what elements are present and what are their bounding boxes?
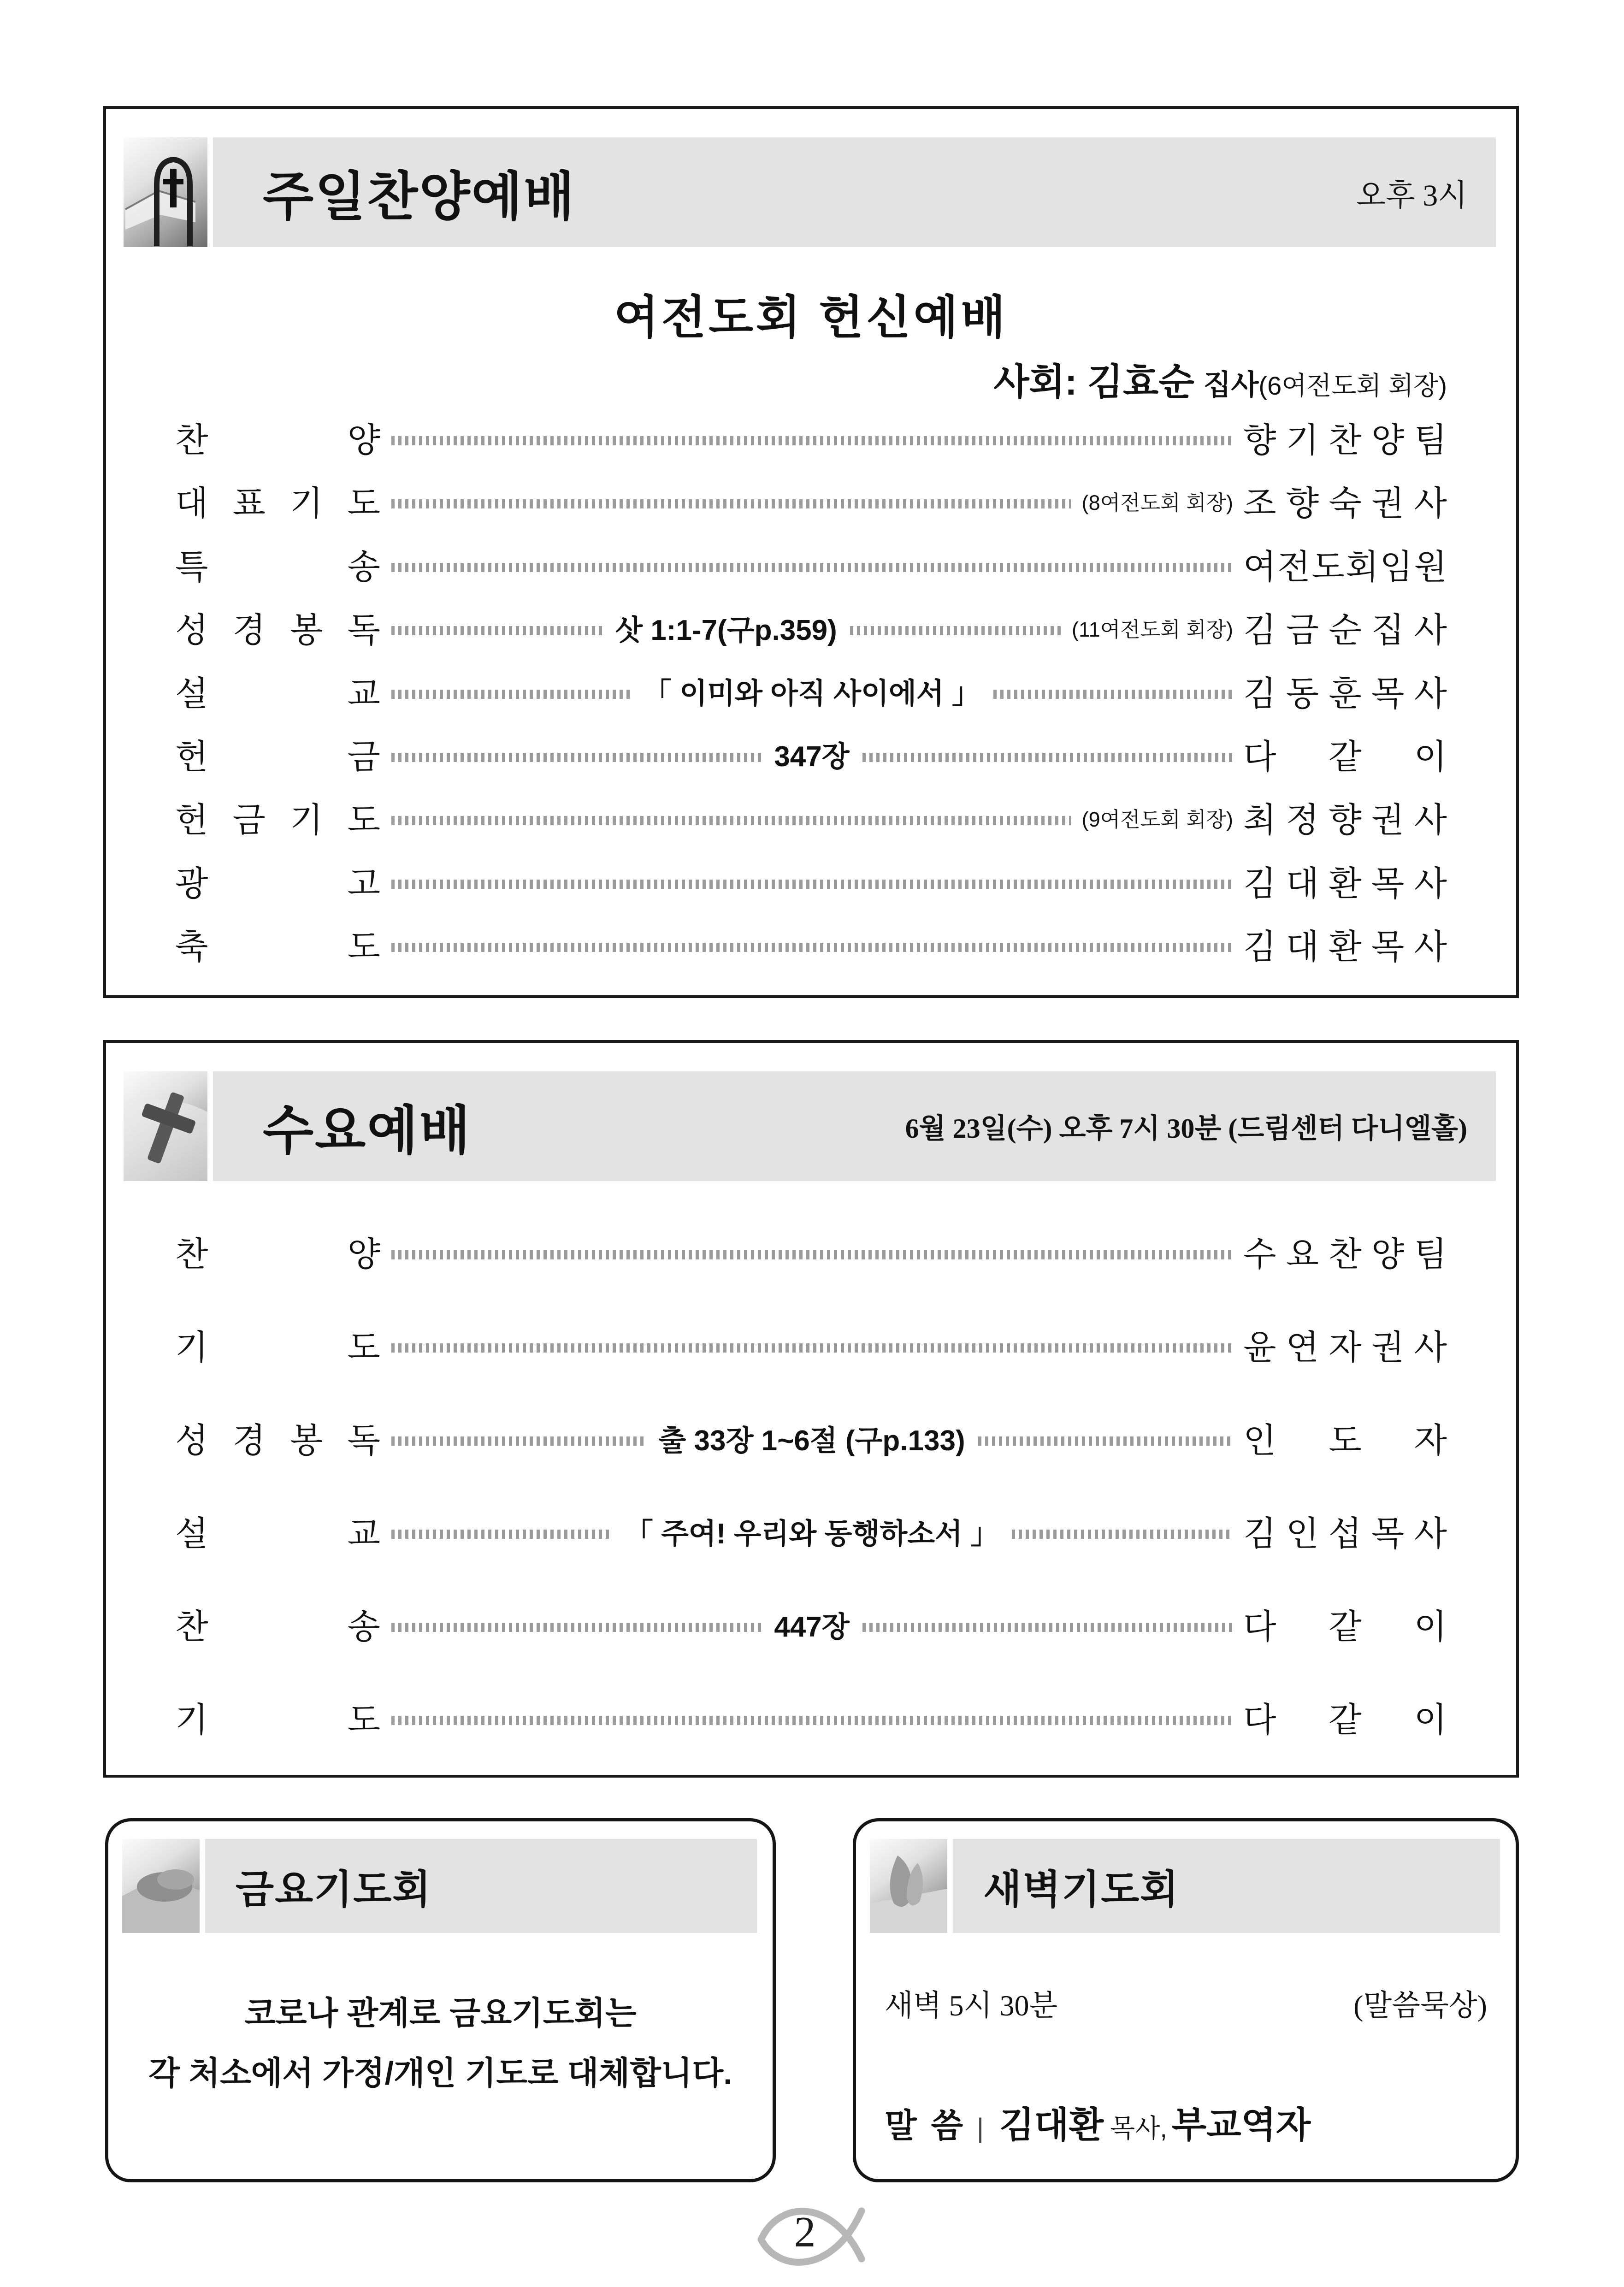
hands-illustration xyxy=(122,1839,200,1933)
sunday-praise-worship-section xyxy=(103,106,1519,998)
dotted-leader xyxy=(862,1623,1232,1632)
wednesday-service-datetime: 6월 23일(수) 오후 7시 30분 (드림센터 다니엘홀) xyxy=(905,1113,1467,1144)
page-footer xyxy=(755,2195,870,2274)
praying-hands-photo xyxy=(870,1839,947,1933)
dotted-leader xyxy=(391,626,602,635)
dotted-leader xyxy=(391,753,761,762)
service-row xyxy=(175,1320,1447,1369)
dawn-prayer-meeting-card xyxy=(853,1818,1519,2182)
moderator-note: (6여전도회 회장) xyxy=(1258,371,1447,400)
row-person-name: 김 금 순 집 사 xyxy=(1243,611,1447,650)
row-person-name: 윤 연 자 권 사 xyxy=(1243,1328,1447,1366)
row-role-note: (9여전도회 회장) xyxy=(1081,807,1233,831)
friday-header-band xyxy=(205,1839,757,1933)
service-row xyxy=(175,1413,1447,1462)
praying-hands-illustration xyxy=(870,1839,947,1933)
page-number: 2 xyxy=(794,2208,816,2256)
service-row xyxy=(175,476,1447,525)
cross-illustration xyxy=(124,1071,207,1181)
row-label: 축 도 xyxy=(175,928,380,966)
dotted-leader xyxy=(391,1623,761,1632)
dotted-leader xyxy=(391,1716,1232,1725)
row-label: 찬 양 xyxy=(175,421,380,459)
row-label: 기 도 xyxy=(175,1328,380,1366)
service-row xyxy=(175,793,1447,842)
row-label: 설 교 xyxy=(175,674,380,713)
dawn-message-separator: | xyxy=(977,2113,984,2143)
row-person-name: 조 향 숙 권 사 xyxy=(1243,484,1447,523)
service-row xyxy=(175,667,1447,715)
row-center-text: 「 주여! 우리와 동행하소서 」 xyxy=(624,1518,999,1550)
dotted-leader xyxy=(391,1530,612,1539)
row-person-name: 다 같 이 xyxy=(1243,737,1447,776)
dotted-leader xyxy=(391,563,1232,572)
dotted-leader xyxy=(1012,1530,1232,1539)
dotted-leader xyxy=(850,626,1061,635)
sunday-section-header xyxy=(124,137,1496,247)
service-row xyxy=(175,730,1447,779)
service-row xyxy=(175,1507,1447,1555)
dotted-leader xyxy=(391,690,630,699)
service-row xyxy=(175,413,1447,462)
row-label: 찬 송 xyxy=(175,1607,380,1646)
dawn-speaker-extra: 부교역자 xyxy=(1171,2104,1311,2145)
row-role-note: (11여전도회 회장) xyxy=(1072,617,1234,641)
row-person-name: 수 요 찬 양 팀 xyxy=(1243,1235,1447,1273)
row-label: 헌 금 기 도 xyxy=(175,801,380,839)
row-center-text: 447장 xyxy=(774,1611,850,1643)
row-label: 광 고 xyxy=(175,864,380,903)
sunday-header-band xyxy=(213,137,1496,247)
service-row xyxy=(175,1227,1447,1276)
row-center-text: 출 33장 1~6절 (구p.133) xyxy=(658,1424,965,1457)
friday-notice-line-2: 각 처소에서 가정/개인 기도로 대체합니다. xyxy=(148,2055,732,2091)
row-person-name: 최 정 향 권 사 xyxy=(1243,801,1447,839)
row-label: 헌 금 xyxy=(175,737,380,776)
row-person-name: 다 같 이 xyxy=(1243,1607,1447,1646)
dawn-card-header xyxy=(870,1839,1500,1933)
row-person-name: 김 대 환 목 사 xyxy=(1243,928,1447,966)
dotted-leader xyxy=(978,1436,1232,1446)
dotted-leader xyxy=(993,690,1232,699)
dotted-leader xyxy=(391,880,1232,889)
row-label: 설 교 xyxy=(175,1514,380,1553)
bible-cross-illustration xyxy=(124,137,207,247)
row-label: 대 표 기 도 xyxy=(175,484,380,523)
row-label: 특 송 xyxy=(175,547,380,586)
dotted-leader xyxy=(391,1436,645,1446)
sunday-section-title: 주일찬양예배 xyxy=(263,168,576,226)
moderator-line xyxy=(993,352,1447,405)
dawn-speaker-title: 목사, xyxy=(1110,2114,1167,2143)
friday-notice-line-1: 코로나 관계로 금요기도회는 xyxy=(244,1995,637,2031)
friday-prayer-meeting-card xyxy=(105,1818,776,2182)
wednesday-section-header xyxy=(124,1071,1496,1181)
dedication-service-title: 여전도회 헌신예배 xyxy=(614,292,1008,343)
dawn-header-band xyxy=(953,1839,1500,1933)
service-row xyxy=(175,857,1447,905)
dawn-time: 새벽 5시 30분 xyxy=(885,1989,1058,2022)
dotted-leader xyxy=(862,753,1232,762)
dotted-leader xyxy=(391,1250,1232,1259)
row-person-name: 김 동 훈 목 사 xyxy=(1243,674,1447,713)
service-row xyxy=(175,1600,1447,1649)
dotted-leader xyxy=(391,816,1071,825)
hands-on-bible-photo xyxy=(122,1839,200,1933)
bible-with-cross-photo xyxy=(124,137,207,247)
friday-card-header xyxy=(122,1839,757,1933)
dawn-speaker-name: 김대환 xyxy=(999,2104,1104,2145)
wednesday-header-band xyxy=(213,1071,1496,1181)
row-person-name: 향 기 찬 양 팀 xyxy=(1243,421,1447,459)
row-label: 성 경 봉 독 xyxy=(175,1421,380,1460)
dawn-card-title: 새벽기도회 xyxy=(983,1867,1180,1912)
row-person-name: 다 같 이 xyxy=(1243,1701,1447,1739)
service-row xyxy=(175,1693,1447,1742)
dotted-leader xyxy=(391,943,1232,952)
row-center-text: 347장 xyxy=(774,741,850,773)
service-row xyxy=(175,920,1447,969)
row-person-name: 김 인 섭 목 사 xyxy=(1243,1514,1447,1553)
row-label: 성 경 봉 독 xyxy=(175,611,380,650)
row-person-name: 김 대 환 목 사 xyxy=(1243,864,1447,903)
dawn-message-row xyxy=(885,2096,1497,2148)
moderator-name: 사회: 김효순 xyxy=(993,361,1194,402)
dotted-leader xyxy=(391,1343,1232,1353)
row-person-name: 여 전 도 회 임 원 xyxy=(1243,547,1447,586)
wednesday-worship-section xyxy=(103,1040,1519,1778)
row-role-note: (8여전도회 회장) xyxy=(1081,490,1233,514)
service-row xyxy=(175,540,1447,589)
row-label: 기 도 xyxy=(175,1701,380,1739)
wednesday-section-title: 수요예배 xyxy=(263,1102,472,1160)
service-row xyxy=(175,603,1447,652)
sunday-service-rows xyxy=(175,413,1447,969)
dawn-message-label: 말 씀 xyxy=(885,2108,963,2145)
dotted-leader xyxy=(391,499,1071,508)
row-center-text: 「 이미와 아직 사이에서 」 xyxy=(643,678,980,709)
row-person-name: 인 도 자 xyxy=(1243,1421,1447,1460)
dawn-note: (말씀묵상) xyxy=(1353,1989,1487,2022)
sunday-service-time: 오후 3시 xyxy=(1356,178,1467,213)
dotted-leader xyxy=(391,436,1232,445)
wednesday-service-rows xyxy=(175,1227,1447,1742)
friday-card-title: 금요기도회 xyxy=(236,1867,432,1912)
dawn-time-row xyxy=(885,1982,1487,2024)
friday-notice xyxy=(119,1984,762,2103)
row-center-text: 삿 1:1-7(구p.359) xyxy=(615,614,837,646)
moderator-title: 집사 xyxy=(1203,369,1259,401)
cross-on-bible-photo xyxy=(124,1071,207,1181)
row-label: 찬 양 xyxy=(175,1235,380,1273)
